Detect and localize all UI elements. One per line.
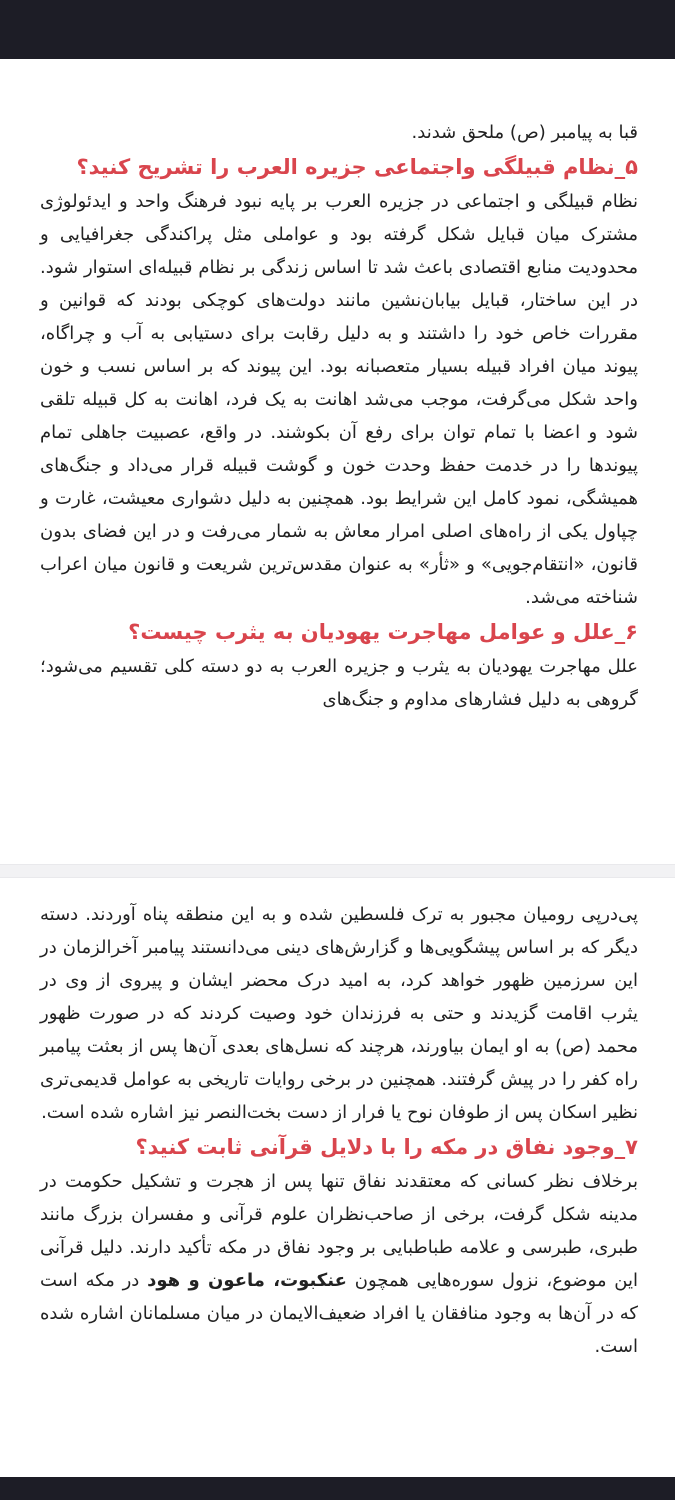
question-6-answer-start: علل مهاجرت یهودیان به یثرب و جزیره العرب به دو دسته کلی تقسیم می‌شود؛ گروهی به دلیل فشارهای مداوم و جنگ‌های xyxy=(40,656,638,710)
question-5-answer: نظام قبیلگی و اجتماعی در جزیره العرب بر پایه نبود فرهنگ واحد و ایدئولوژی مشترک میان قبایل شکل گرفته بود و عواملی مثل پراکندگی جغرافیایی و محدودیت منابع اقتصادی باعث شد تا اساس زندگی بر نظام قبیله‌ای استوار شود. در این ساختار، قبایل بیابان‌نشین مانند دولت‌های کوچکی بودند که قوانین و مقررات خاص خود را داشتند و به دلیل رقابت برای دستیابی به آب و چراگاه، پیوند میان افراد قبیله بسیار متعصبانه بود. این پیوند که بر اساس نسب و خون واحد شکل می‌گرفت، موجب می‌شد اهانت به یک فرد، اهانت به کل قبیله تلقی شود و اعضا با تمام توان برای رفع آن بکوشند. در واقع، عصبیت جاهلی تمام پیوندها را در خدمت حفظ وحدت خون و گوشت قبیله قرار می‌داد و جنگ‌های همیشگی، نمود کامل این شرایط بود. همچنین به دلیل دشواری معیشت، غارت و چپاول یکی از راه‌های اصلی امرار معاش به شمار می‌رفت و در این فضای بدون قانون، «انتقام‌جویی» و «ثأر» به عنوان مقدس‌ترین شریعت و قانون میان اعراب شناخته می‌شد. xyxy=(40,191,638,608)
question-7-answer xyxy=(40,1165,638,1363)
document-page-bottom xyxy=(40,898,638,1363)
document-page-top xyxy=(40,116,638,716)
question-7-answer-part2: در مکه است که در آن‌ها به وجود منافقان یا افراد ضعیف‌الایمان در میان مسلمانان اشاره شده است. xyxy=(40,1270,638,1357)
question-7-title: ۷_وجود نفاق در مکه را با دلایل قرآنی ثابت کنید؟ xyxy=(135,1135,638,1159)
top-dark-bar xyxy=(0,0,675,59)
bottom-dark-bar xyxy=(0,1477,675,1500)
page-divider xyxy=(0,864,675,878)
question-5-title: ۵_نظام قبیلگی واجتماعی جزیره العرب را تشریح کنید؟ xyxy=(76,155,638,179)
intro-line: قبا به پیامبر (ص) ملحق شدند. xyxy=(411,122,638,143)
question-6-title: ۶_علل و عوامل مهاجرت یهودیان به یثرب چیست؟ xyxy=(128,620,638,644)
question-7-bold-suras: عنکبوت، ماعون و هود xyxy=(147,1270,347,1291)
question-6-answer-continued: پی‌درپی رومیان مجبور به ترک فلسطین شده و به این منطقه پناه آوردند. دسته دیگر که بر اساس پیشگویی‌ها و گزارش‌های دینی می‌دانستند پیامبر آخرالزمان در این سرزمین ظهور خواهد کرد، به امید درک محضر ایشان و پیروی از وی در یثرب اقامت گزیدند و حتی به فرزندان خود وصیت کردند که در صورت ظهور محمد (ص) به او ایمان بیاورند، هرچند که نسل‌های بعدی آن‌ها پس از بعثت پیامبر راه کفر را در پیش گرفتند. همچنین در برخی روایات تاریخی به عوامل قدیمی‌تری نظیر اسکان پس از طوفان نوح یا فرار از دست بخت‌النصر نیز اشاره شده است. xyxy=(40,904,638,1123)
question-7-answer-part1: برخلاف نظر کسانی که معتقدند نفاق تنها پس از هجرت و تشکیل حکومت در مدینه شکل گرفت، برخی از صاحب‌نظران علوم قرآنی و مفسران بزرگ مانند طبری، طبرسی و علامه طباطبایی بر وجود نفاق در مکه تأکید دارند. دلیل قرآنی این موضوع، نزول سوره‌هایی همچون xyxy=(40,1171,638,1291)
